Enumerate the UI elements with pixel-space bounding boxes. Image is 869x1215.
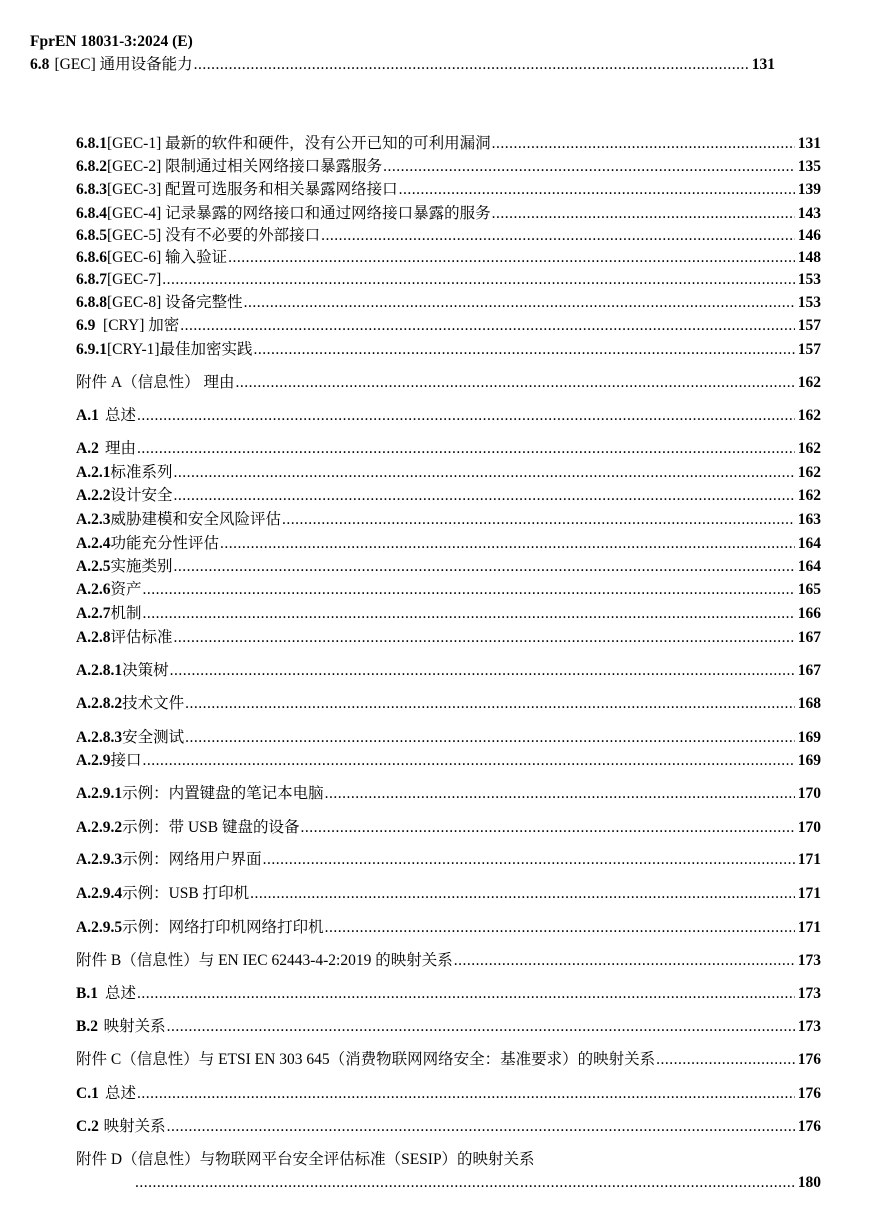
toc-leader xyxy=(220,534,795,554)
toc-title: [GEC-8] 设备完整性 xyxy=(107,294,243,311)
toc-title: [GEC-1] 最新的软件和硬件，没有公开已知的可利用漏洞 xyxy=(107,135,491,152)
toc-entry[interactable] xyxy=(76,180,821,200)
toc-leader xyxy=(173,486,794,506)
toc-page: 170 xyxy=(797,819,821,836)
toc-page: 135 xyxy=(797,158,821,175)
toc-leader xyxy=(235,373,794,393)
toc-leader xyxy=(162,270,795,290)
toc-title: 示例：网络打印机网络打印机 xyxy=(122,919,324,936)
toc-leader xyxy=(244,293,795,313)
toc-page: 176 xyxy=(797,1118,821,1135)
toc-leader xyxy=(250,884,795,904)
toc-entry[interactable] xyxy=(76,439,821,459)
toc-title: 示例：内置键盘的笔记本电脑 xyxy=(122,785,324,802)
toc-entry[interactable] xyxy=(76,604,821,624)
toc-number: A.2.9.3 xyxy=(76,851,123,868)
toc-page: 157 xyxy=(797,317,821,334)
toc-entry[interactable] xyxy=(76,661,821,681)
toc-number: 6.8.3 xyxy=(76,181,107,198)
toc-number: 6.8.5 xyxy=(76,227,107,244)
toc-leader xyxy=(170,661,795,681)
toc-entry[interactable] xyxy=(76,557,821,577)
toc-leader xyxy=(228,248,795,268)
toc-number: 6.8.4 xyxy=(76,205,107,222)
toc-page: 171 xyxy=(797,851,821,868)
toc-number: A.2.5 xyxy=(76,558,111,575)
toc-number: 6.9.1 xyxy=(76,341,107,358)
toc-page: 173 xyxy=(797,1018,821,1035)
toc-leader xyxy=(383,157,795,177)
toc-leader xyxy=(142,580,794,600)
toc-page: 173 xyxy=(797,985,821,1002)
toc-leader xyxy=(173,628,794,648)
toc-page: 162 xyxy=(797,407,821,424)
toc-number: 6.8.6 xyxy=(76,249,107,266)
toc-title: [CRY] 加密 xyxy=(103,317,180,334)
toc-page: 153 xyxy=(797,294,821,311)
toc-entry[interactable] xyxy=(76,204,821,224)
toc-title: [GEC-7] xyxy=(107,271,162,288)
toc-entry[interactable] xyxy=(76,628,821,648)
toc-page: 143 xyxy=(797,205,821,222)
toc-leader xyxy=(137,984,795,1004)
toc-title: [GEC] 通用设备能力 xyxy=(54,56,193,73)
toc-title: 功能充分性评估 xyxy=(110,535,219,552)
toc-page: 169 xyxy=(797,729,821,746)
toc-number: A.2.6 xyxy=(76,581,111,598)
toc-number: A.2.8 xyxy=(76,629,111,646)
toc-page: 163 xyxy=(797,511,821,528)
toc-number: A.2.9.1 xyxy=(76,785,123,802)
toc-leader xyxy=(137,406,795,426)
toc-title: [GEC-2] 限制通过相关网络接口暴露服务 xyxy=(107,158,383,175)
toc-title: 评估标准 xyxy=(110,629,173,646)
toc-number: A.2.9 xyxy=(76,752,111,769)
toc-title: [GEC-6] 输入验证 xyxy=(107,249,228,266)
toc-number: A.2.9.2 xyxy=(76,819,123,836)
toc-leader xyxy=(180,316,794,336)
toc-page: 170 xyxy=(797,785,821,802)
toc-title: 理由 xyxy=(104,440,136,457)
toc-title: 决策树 xyxy=(122,662,169,679)
toc-entry[interactable] xyxy=(76,694,821,714)
toc-number: 6.8.8 xyxy=(76,294,107,311)
toc-entry[interactable] xyxy=(76,751,821,771)
toc-entry[interactable] xyxy=(76,486,821,506)
toc-leader xyxy=(142,604,794,624)
toc-continuation[interactable] xyxy=(135,1173,821,1193)
toc-page: 167 xyxy=(797,662,821,679)
annex-title: 附件 D（信息性）与物联网平台安全评估标准（SESIP）的映射关系 xyxy=(76,1151,535,1168)
toc-entry[interactable] xyxy=(76,316,821,336)
toc-leader xyxy=(325,918,795,938)
toc-entry[interactable] xyxy=(76,951,821,971)
toc-leader xyxy=(167,1117,795,1137)
toc-entry[interactable] xyxy=(76,850,821,870)
toc-entry[interactable] xyxy=(76,534,821,554)
toc-leader xyxy=(135,1173,795,1193)
toc-page: 131 xyxy=(797,135,821,152)
toc-title: 威胁建模和安全风险评估 xyxy=(110,511,281,528)
toc-entry[interactable] xyxy=(76,818,821,838)
toc-entry-top[interactable] xyxy=(30,55,775,75)
toc-title: [GEC-4] 记录暴露的网络接口和通过网络接口暴露的服务 xyxy=(107,205,491,222)
toc-title: 安全测试 xyxy=(122,729,185,746)
toc-page: 176 xyxy=(797,1051,821,1068)
toc-title: 示例：USB 打印机 xyxy=(122,885,250,902)
toc-number: A.2.8.1 xyxy=(76,662,123,679)
toc-entry[interactable] xyxy=(76,406,821,426)
toc-leader xyxy=(282,510,795,530)
toc-leader xyxy=(254,340,795,360)
toc-entry[interactable] xyxy=(76,463,821,483)
toc-page: 148 xyxy=(797,249,821,266)
toc-page: 165 xyxy=(797,581,821,598)
toc-number: A.2.3 xyxy=(76,511,111,528)
toc-leader xyxy=(167,1017,795,1037)
toc-leader xyxy=(454,951,795,971)
toc-entry[interactable] xyxy=(76,373,821,393)
toc-entry[interactable] xyxy=(76,1050,821,1070)
toc-number: A.2.9.4 xyxy=(76,885,123,902)
toc-number: 6.8.2 xyxy=(76,158,107,175)
annex-title: 附件 C（信息性）与 ETSI EN 303 645（消费物联网网络安全：基准要求）的映射关系 xyxy=(76,1051,656,1068)
toc-number: A.2.2 xyxy=(76,487,111,504)
toc-title: 设计安全 xyxy=(110,487,173,504)
toc-leader xyxy=(137,439,795,459)
toc-leader xyxy=(173,557,794,577)
toc-page: 162 xyxy=(797,374,821,391)
toc-entry[interactable] xyxy=(76,784,821,804)
toc-page: 171 xyxy=(797,919,821,936)
toc-page: 173 xyxy=(797,952,821,969)
toc-title: 接口 xyxy=(110,752,142,769)
toc-entry[interactable] xyxy=(76,1117,821,1137)
toc-leader xyxy=(399,180,795,200)
toc-entry[interactable] xyxy=(76,226,821,246)
toc-title: 总述 xyxy=(104,985,136,1002)
toc-page: 131 xyxy=(751,56,775,73)
toc-entry[interactable] xyxy=(76,884,821,904)
toc-entry[interactable] xyxy=(76,984,821,1004)
toc-entry[interactable] xyxy=(76,340,821,360)
toc-entry[interactable] xyxy=(76,1150,821,1170)
toc-leader xyxy=(173,463,794,483)
toc-title: 实施类别 xyxy=(110,558,173,575)
toc-entry[interactable] xyxy=(76,248,821,268)
toc-leader xyxy=(492,204,795,224)
toc-number: 6.9 xyxy=(76,317,96,334)
toc-leader xyxy=(492,134,795,154)
toc-title: 资产 xyxy=(110,581,142,598)
toc-entry[interactable] xyxy=(76,134,821,154)
toc-number: A.2.9.5 xyxy=(76,919,123,936)
toc-title: 总述 xyxy=(104,407,136,424)
toc-title: 示例：网络用户界面 xyxy=(122,851,262,868)
toc-page: 162 xyxy=(797,487,821,504)
toc-number: B.2 xyxy=(76,1018,98,1035)
toc-number: B.1 xyxy=(76,985,98,1002)
toc-number: A.2.1 xyxy=(76,464,111,481)
toc-title: [GEC-5] 没有不必要的外部接口 xyxy=(107,227,321,244)
toc-leader xyxy=(185,694,795,714)
toc-title: 标准系列 xyxy=(110,464,173,481)
toc-entry[interactable] xyxy=(76,1017,821,1037)
toc-entry[interactable] xyxy=(76,293,821,313)
toc-entry[interactable] xyxy=(76,157,821,177)
toc-page: 176 xyxy=(797,1085,821,1102)
toc-page: 180 xyxy=(797,1174,821,1191)
toc-page: 171 xyxy=(797,885,821,902)
document-id: FprEN 18031-3:2024 (E) xyxy=(30,33,193,50)
toc-leader xyxy=(263,850,795,870)
toc-leader xyxy=(194,55,749,75)
toc-page: 164 xyxy=(797,535,821,552)
toc-number: A.2.7 xyxy=(76,605,111,622)
annex-title: 附件 B（信息性）与 EN IEC 62443-4-2:2019 的映射关系 xyxy=(76,952,453,969)
toc-page: 146 xyxy=(797,227,821,244)
toc-page: 153 xyxy=(797,271,821,288)
toc-page: 139 xyxy=(797,181,821,198)
toc-page: 164 xyxy=(797,558,821,575)
toc-entry[interactable] xyxy=(76,580,821,600)
toc-entry[interactable] xyxy=(76,510,821,530)
toc-title: 映射关系 xyxy=(103,1018,166,1035)
toc-number: A.2.4 xyxy=(76,535,111,552)
toc-number: A.1 xyxy=(76,407,99,424)
toc-title: 机制 xyxy=(110,605,142,622)
toc-leader xyxy=(142,751,794,771)
toc-page: 157 xyxy=(797,341,821,358)
toc-number: A.2.8.2 xyxy=(76,695,123,712)
toc-leader xyxy=(137,1084,795,1104)
toc-number: 6.8.7 xyxy=(76,271,107,288)
toc-leader xyxy=(300,818,794,838)
toc-title: [CRY-1]最佳加密实践 xyxy=(107,341,253,358)
toc-number: A.2 xyxy=(76,440,99,457)
annex-title: 附件 A（信息性） 理由 xyxy=(76,374,235,391)
toc-leader xyxy=(321,226,795,246)
toc-entry[interactable] xyxy=(76,728,821,748)
toc-page: 167 xyxy=(797,629,821,646)
toc-page: 169 xyxy=(797,752,821,769)
toc-leader xyxy=(325,784,795,804)
toc-number: 6.8 xyxy=(30,56,50,73)
toc-number: A.2.8.3 xyxy=(76,729,123,746)
toc-leader xyxy=(656,1050,795,1070)
toc-number: 6.8.1 xyxy=(76,135,107,152)
toc-title: 映射关系 xyxy=(103,1118,166,1135)
toc-entry[interactable] xyxy=(76,270,821,290)
toc-title: [GEC-3] 配置可选服务和相关暴露网络接口 xyxy=(107,181,398,198)
toc-entry[interactable] xyxy=(76,1084,821,1104)
toc-title: 示例：带 USB 键盘的设备 xyxy=(122,819,300,836)
toc-number: C.1 xyxy=(76,1085,99,1102)
toc-title: 总述 xyxy=(104,1085,136,1102)
toc-entry[interactable] xyxy=(76,918,821,938)
toc-page: 166 xyxy=(797,605,821,622)
toc-page: 168 xyxy=(797,695,821,712)
toc-title: 技术文件 xyxy=(122,695,185,712)
toc-page: 162 xyxy=(797,440,821,457)
toc-number: C.2 xyxy=(76,1118,99,1135)
toc-leader xyxy=(185,728,795,748)
toc-page: 162 xyxy=(797,464,821,481)
